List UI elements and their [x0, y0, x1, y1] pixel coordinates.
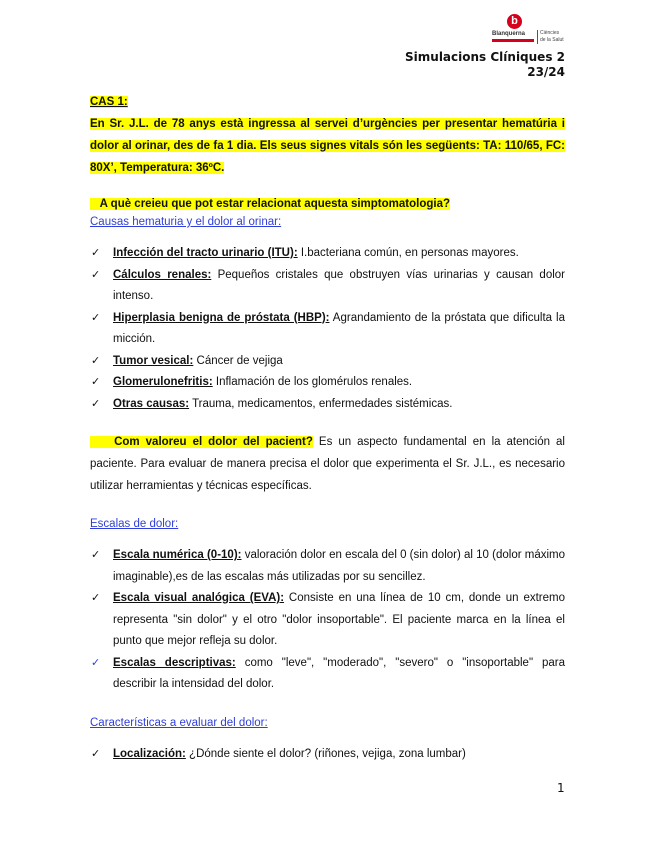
- features-list: [90, 744, 565, 766]
- scales-subtitle: Escalas de dolor:: [90, 518, 179, 530]
- academic-year: 23/24: [527, 65, 565, 79]
- list-item: ✓ Escalas descriptivas: como "leve", "moderado", "severo" o "insoportable" para describir la intensidad del dolor.: [90, 653, 565, 696]
- list-item: ✓ Hiperplasia benigna de próstata (HBP): Agrandamiento de la próstata que dificulta la micción.: [90, 308, 565, 351]
- check-icon: ✓: [91, 354, 101, 367]
- check-icon: ✓: [91, 268, 101, 281]
- question-2-paragraph: Com valoreu el dolor del pacient? Es un aspecto fundamental en la atención al paciente. Para evaluar de manera precisa el dolor que experimenta el Sr. J.L., es necesario utilizar herramientas y técnicas específicas.: [90, 436, 565, 492]
- check-icon: ✓: [91, 747, 101, 760]
- list-item: ✓ Escala numérica (0-10): valoración dolor en escala del 0 (sin dolor) al 10 (dolor máximo imaginable),es de las escalas más utilizadas por su sencillez.: [90, 545, 565, 588]
- list-item: ✓ Tumor vesical: Cáncer de vejiga: [90, 351, 565, 373]
- check-icon: ✓: [91, 376, 101, 388]
- course-title: Simulacions Clíniques 2: [405, 50, 565, 64]
- list-item: ✓ Otras causas: Trauma, medicamentos, enfermedades sistémicas.: [90, 394, 565, 416]
- logo-bar: [492, 39, 534, 42]
- check-icon: ✓: [91, 311, 101, 324]
- check-icon: ✓: [91, 549, 101, 561]
- case-title: CAS 1:: [90, 96, 128, 108]
- blanquerna-logo: [492, 14, 572, 50]
- scales-list: [90, 545, 565, 696]
- logo-side-text: Ciències de la Salut: [540, 30, 564, 43]
- list-item: ✓ Escala visual analógica (EVA): Consiste en una línea de 10 cm, donde un extremo representa "sin dolor" y el otro "dolor insoportable". El paciente marca en la línea el punto que mejor refleja su dolor.: [90, 588, 565, 653]
- question-2: Com valoreu el dolor del pacient?: [114, 436, 313, 448]
- causes-subtitle: Causas hematuria y el dolor al orinar:: [90, 216, 282, 228]
- check-icon: ✓: [91, 247, 101, 259]
- check-icon: ✓: [91, 656, 101, 669]
- question-1: A què creieu que pot estar relacionat aquesta simptomatologia?: [90, 195, 565, 213]
- list-item: ✓ Cálculos renales: Pequeños cristales que obstruyen vías urinarias y causan dolor intenso.: [90, 265, 565, 308]
- document-header: [405, 50, 565, 80]
- logo-mark: b: [507, 14, 522, 29]
- list-item: ✓ Localización: ¿Dónde siente el dolor? (riñones, vejiga, zona lumbar): [90, 744, 565, 766]
- document-body: [90, 92, 565, 765]
- case-description: En Sr. J.L. de 78 anys està ingressa al servei d’urgències per presentar hematúria i dolor al orinar, des de fa 1 dia. Els seus signes vitals són les següents: TA: 110/65, FC: 80X’, Temperatura: 36ºC.: [90, 118, 565, 174]
- check-icon: ✓: [91, 592, 101, 604]
- causes-list: [90, 243, 565, 415]
- logo-separator: [537, 30, 538, 44]
- features-subtitle: Características a evaluar del dolor:: [90, 716, 268, 729]
- list-item: ✓ Glomerulonefritis: Inflamación de los glomérulos renales.: [90, 372, 565, 394]
- list-item: ✓ Infección del tracto urinario (ITU): I.bacteriana común, en personas mayores.: [90, 243, 565, 265]
- page-number: 1: [557, 781, 565, 795]
- logo-text: Blanquerna: [492, 31, 526, 37]
- check-icon: ✓: [91, 397, 101, 410]
